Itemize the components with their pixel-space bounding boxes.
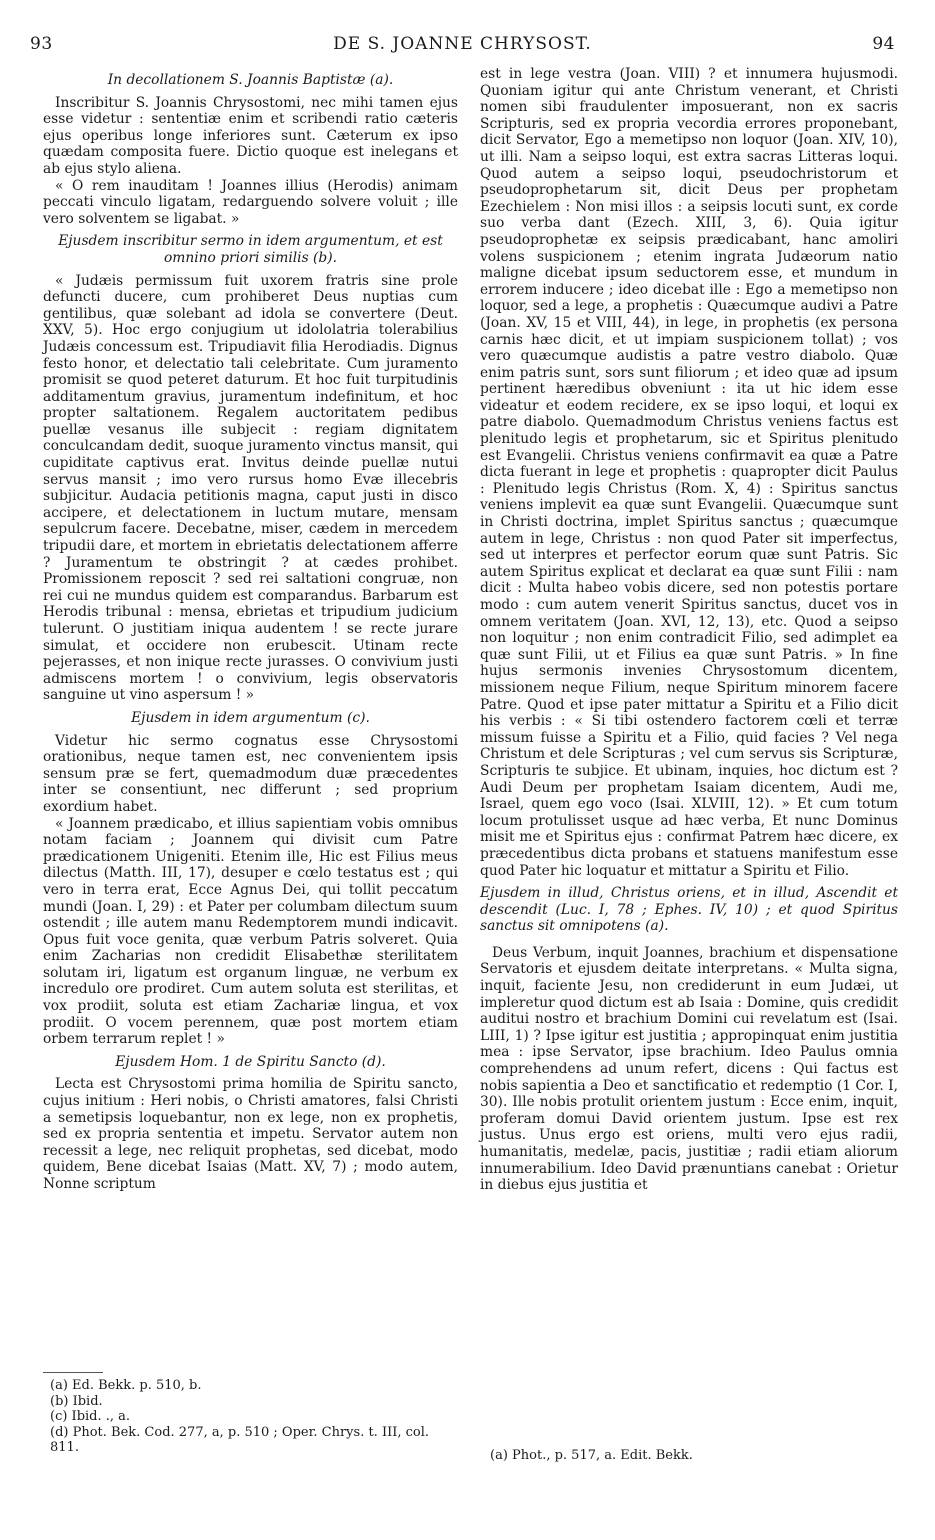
footnote-rule [43,1372,103,1373]
right-footnotes [490,1448,890,1464]
paragraph: Videtur hic sermo cognatus esse Chrysostomi orationibus, neque tamen est, nec convenientem ipsis sensum præ se fert, quemadmodum duæ præcedentes inter se consentiunt, nec differunt ; sed proprium exordium habet. [43,732,458,815]
left-column [43,66,458,1193]
right-column [480,66,898,1194]
paragraph: Inscribitur S. Joannis Chrysostomi, nec mihi tamen ejus esse videtur : sententiæ enim et scribendi ratio cæteris ejus operibus longe inferiores sunt. Cæterum ex ipso quædam composita fuere. Dictio quoque est inelegans et ab ejus stylo aliena. [43,94,458,177]
paragraph-continued: est in lege vestra (Joan. VIII) ? et innumera hujusmodi. Quoniam igitur qui ante Christum venerant, et Christi nomen sibi fraudulenter imposuerant, non ex sacris Scripturis, sed ex propria vecordia errores proponebant, dicit Servator, Ego a memetipso non loquor (Joan. XIV, 10), ut illi. Nam a seipso loqui, est extra sacras Litteras loqui. Quod autem a seipso loqui, pseudochristorum et pseudoprophetarum sit, dicit Deus per prophetam Ezechielem : Non misi illos : a seipsis locuti sunt, ex corde suo verba dant (Ezech. XIII, 3, 6). Quia igitur pseudoprophetæ ex seipsis prædicabant, hanc amoliri volens suspicionem ; etenim ingrata Judæorum natio maligne dicebat ipsum seductorem esse, et mundum in errorem inducere ; ideo dicebat ille : Ego a memetipso non loquor, sed a lege, a prophetis : Quæcumque audivi a Patre (Joan. XV, 15 et VIII, 44), in lege, in prophetis (ex persona carnis hæc dicit, et ut impiam suspicionem tollat) ; vos vero quæcumque audistis a patre vestro diabolo. Quæ enim patris sunt, sors sunt filiorum ; et ideo quæ ad ipsum pertinent hæredibus obveniunt : ita ut hic idem esse videatur et eodem recidere, ex se ipso loqui, et loqui ex patre diabolo. Quemadmodum Christus veniens factus est plenitudo legis et prophetarum, sic et Spiritus plenitudo est Evangelii. Christus veniens confirmavit ea quæ a Patre dicta fuerant in lege et prophetis : quapropter dicit Paulus : Plenitudo legis Christus (Rom. X, 4) : Spiritus sanctus veniens implevit ea quæ sunt Evangelii. Quæcumque sunt in Christi doctrina, implet Spiritus sanctus ; quæcumque autem in lege, Christus : non quod Pater sit imperfectus, sed ut interpres et perfector eorum quæ sunt Patris. Sic autem Spiritus explicat et declarat ea quæ sunt Filii : nam dicit : Multa habeo vobis dicere, sed non potestis portare modo : cum autem venerit Spiritus sanctus, ducet vos in omnem veritatem (Joan. XVI, 12, 13), etc. Quod a seipso non loquitur ; non enim contradicit Filio, sed adimplet ea quæ sunt Filii, ut et Filius ea quæ sunt Patris. » In fine hujus sermonis invenies Chrysostomum dicentem, missionem neque Filium, neque Spiritum minorem facere Patre. Quod et ipse pater mittatur a Spiritu et a Filio dicit his verbis : « Si tibi ostendero factorem cœli et terræ missum fuisse a Spiritu et a Filio, quid facies ? Vel nega Christum et dele Scripturas ; vel cum servus sis Scripturæ, Scripturis te subjice. Et ubinam, inquies, hoc dictum est ? Audi Deum per prophetam Isaiam dicentem, Audi me, Israel, quem ego voco (Isai. XLVIII, 12). » Et cum totum locum protulisset usque ad hæc verba, Et nunc Dominus misit me et Spiritus ejus : confirmat Patrem hæc dicere, ex præcedentibus dicta probans et statuens manifestum esse quod Pater hic loquatur et mittatur a Spiritu et Filio. [480,66,898,879]
footnote: (b) Ibid. [50,1393,103,1409]
paragraph: Deus Verbum, inquit Joannes, brachium et dispensatione Servatoris et ejusdem deitate interpretans. « Multa signa, inquit, faciente Jesu, non crediderunt in eum Judæi, ut impleretur quod dictum est ab Isaia : Domine, quis credidit auditui nostro et brachium Domini cui revelatum est (Isai. LIII, 1) ? Ipse igitur est justitia ; appropinquat enim justitia mea : ipse Servator, ipse brachium. Ideo Paulus omnia comprehendens ad unum refert, dicens : Qui factus est nobis sapientia a Deo et sanctificatio et redemptio (1 Cor. I, 30). Ille nobis protulit orientem justum : Ecce enim, inquit, proferam domui David orientem justum. Ipse est rex justus. Unus ergo est oriens, multi vero ejus radii, humanitatis, medelæ, pacis, justitiæ ; radii etiam aliorum innumerabilium. Ideo David prænuntians canebat : Orietur in diebus ejus justitia et [480,944,898,1194]
paragraph: « O rem inauditam ! Joannes illius (Herodis) animam peccati vinculo ligatam, redarguendo solvere voluit ; ille vero solventem se ligabat. » [43,177,458,227]
section-heading: Ejusdem in illud, Christus oriens, et in illud, Ascendit et descendit (Luc. I, 78 ; Ephes. IV, 10) ; et quod Spiritus sanctus sit omnipotens (a). [480,885,898,935]
left-footnotes [50,1378,450,1456]
paragraph: Lecta est Chrysostomi prima homilia de Spiritu sancto, cujus initium : Heri nobis, o Christi amatores, falsi Christi a semetipsis loquebantur, non ex lege, non ex prophetis, sed ex propria sententia et impetu. Servator autem non recessit a lege, nec reliquit prophetas, sed dicebat, modo quidem, Bene dicebat Isaias (Matt. XV, 7) ; modo autem, Nonne scriptum [43,1076,458,1192]
right-column-number: 94 [872,34,895,54]
running-header [30,34,895,56]
paragraph: « Judæis permissum fuit uxorem fratris sine prole defuncti ducere, cum prohiberet Deus nuptias cum gentilibus, quæ solebant ad idola se convertere (Deut. XXV, 5). Hoc ergo conjugium ut idololatria tolerabilius Judæis concessum est. Tripudiavit filia Herodiadis. Dignus festo honor, et delectatio tali celebritate. Cum juramento promisit se quod peteret daturum. Et hoc fuit turpitudinis additamentum gravius, juramentum indefinitum, et hoc propter saltationem. Regalem auctoritatem pedibus puellæ vesanus ille subjecit : regiam dignitatem conculcandam dedit, suoque juramento vinctus mansit, qui cupiditate captivus erat. Invitus deinde puellæ nutui servus mansit ; imo vero rursus homo Evæ illecebris subjicitur. Audacia petitionis magna, caput justi in disco accipere, et delectationem in luctum mutare, mensam sepulcrum facere. Decebatne, miser, cædem in mercedem tripudii dare, et mortem in ebrietatis delectationem afferre ? Juramentum te obstringit ? at cædes prohibet. Promissionem reposcit ? sed rei saltationi congruæ, non rei cui ne mundus quidem est comparandus. Barbarum est Herodis tribunal : mensa, ebrietas et tripudium judicium tulerunt. O justitiam iniqua audentem ! se recte jurare simulat, et occidere non erubescit. Utinam recte pejerasses, et non inique recte jurasses. O convivium justi admiscens mortem ! o convivium, legis observatoris sanguine ut vino aspersum ! » [43,272,458,704]
footnote: (d) Phot. Bek. Cod. 277, a, p. 510 ; Oper. Chrys. t. III, col. 811. [50,1424,430,1455]
footnote: (a) Ed. Bekk. p. 510, b. [50,1378,202,1393]
section-heading: Ejusdem inscribitur sermo in idem argumentum, et est omnino priori similis (b). [58,233,443,266]
section-heading: Ejusdem Hom. 1 de Spiritu Sancto (d). [115,1053,386,1070]
footnote: (a) Phot., p. 517, a. Edit. Bekk. [490,1448,693,1463]
running-title: DE S. JOANNE CHRYSOST. [333,34,592,54]
section-heading: In decollationem S. Joannis Baptistæ (a). [107,72,394,88]
left-column-number: 93 [30,34,53,54]
paragraph: « Joannem prædicabo, et illius sapientiam vobis omnibus notam faciam ; Joannem qui divisit cum Patre prædicationem Unigeniti. Etenim ille, Hic est Filius meus dilectus (Matth. III, 17), desuper e cœlo testatus est ; qui vero in terra erat, Ecce Agnus Dei, qui tollit peccatum mundi (Joan. I, 29) : et Pater per columbam dilectum suum ostendit ; ille autem manu Redemptorem mundi indicavit. Opus fuit voce genita, quæ verbum Patris solveret. Quia enim Zacharias non credidit Elisabethæ sterilitatem solutam iri, ligatum est organum linguæ, ne verbum ex incredulo ore prodiret. Cum autem soluta est sterilitas, et vox prodiit, soluta est etiam Zachariæ lingua, et vox prodiit. O vocem perennem, quæ post mortem etiam orbem terrarum replet ! » [43,815,458,1048]
section-heading: Ejusdem in idem argumentum (c). [131,709,370,726]
footnote: (c) Ibid. ., a. [50,1409,131,1424]
